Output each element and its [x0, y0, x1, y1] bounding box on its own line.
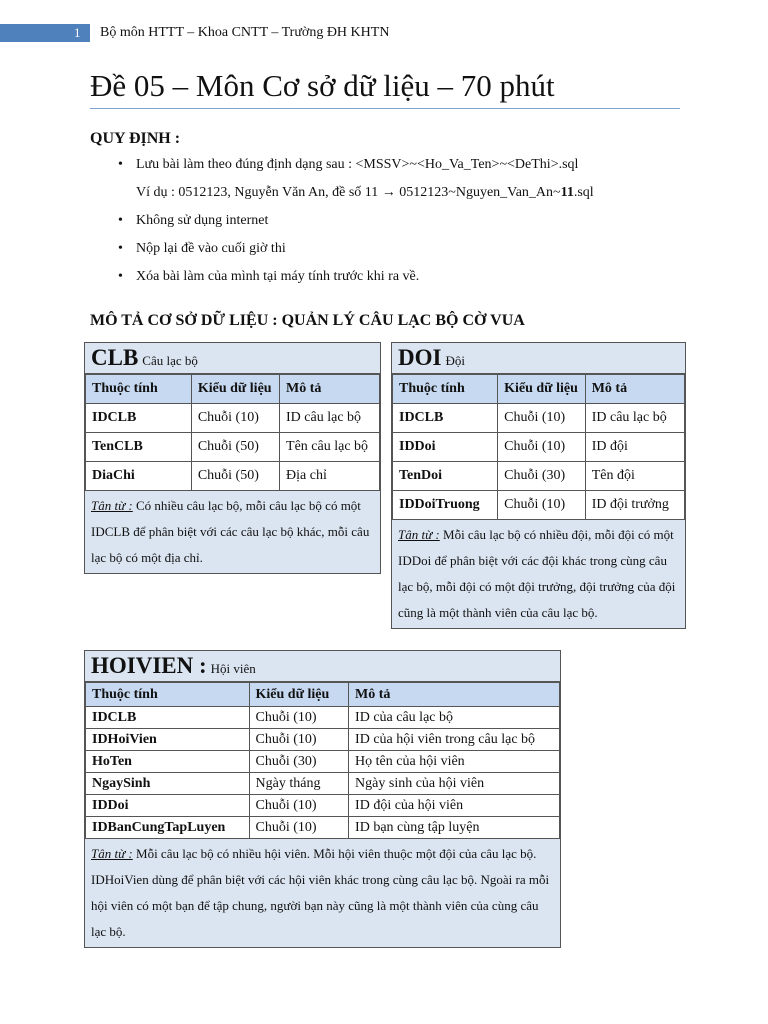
attribute-table — [85, 374, 380, 491]
bullet-icon: • — [118, 157, 123, 172]
rule-example: Ví dụ : 0512123, Nguyễn Văn An, đề số 11 → 0512123~Nguyen_Van_An~11.sql — [136, 185, 594, 200]
attribute-table — [85, 682, 560, 839]
rules-list — [118, 156, 718, 296]
rule-item: • Lưu bài làm theo đúng định dạng sau : <MSSV>~<Ho_Va_Ten>~<DeThi>.sql Ví dụ : 0512123, Nguyễn Văn An, đề số 11 → 0512123~Nguyen_Van_An~11.sql — [118, 156, 718, 202]
table-doi — [391, 342, 686, 629]
table-note: Tân từ : Có nhiều câu lạc bộ, mỗi câu lạc bộ có một IDCLB để phân biệt với các câu lạc bộ khác, mỗi câu lạc bộ có một địa chỉ. — [91, 498, 370, 565]
table-header-row: Thuộc tính Kiểu dữ liệu Mô tả — [393, 375, 685, 404]
table-row: IDHoiVien Chuỗi (10) ID của hội viên trong câu lạc bộ — [86, 729, 560, 751]
table-row: HoTen Chuỗi (30) Họ tên của hội viên — [86, 751, 560, 773]
page-title: Đề 05 – Môn Cơ sở dữ liệu – 70 phút — [90, 68, 555, 103]
rule-item: • Không sử dụng internet — [118, 213, 269, 228]
bullet-icon: • — [118, 269, 123, 284]
table-row: IDCLB Chuỗi (10) ID câu lạc bộ — [86, 404, 380, 433]
table-row: DiaChi Chuỗi (50) Địa chỉ — [86, 462, 380, 491]
table-title: CLB Câu lạc bộ — [85, 343, 380, 374]
table-row: IDCLB Chuỗi (10) ID câu lạc bộ — [393, 404, 685, 433]
table-hoivien — [84, 650, 561, 948]
rule-item: • Nộp lại đề vào cuối giờ thi — [118, 241, 286, 256]
attribute-table — [392, 374, 685, 520]
page-number: 1 — [74, 25, 81, 40]
table-header-row: Thuộc tính Kiểu dữ liệu Mô tả — [86, 375, 380, 404]
table-row: NgaySinh Ngày tháng Ngày sinh của hội viên — [86, 773, 560, 795]
table-row: IDDoi Chuỗi (10) ID đội của hội viên — [86, 795, 560, 817]
header-text: Bộ môn HTTT – Khoa CNTT – Trường ĐH KHTN — [100, 25, 390, 40]
table-note: Tân từ : Mỗi câu lạc bộ có nhiều hội viên. Mỗi hội viên thuộc một đội của câu lạc bộ. IDHoiVien dùng để phân biệt với các hội viên khác trong cùng câu lạc bộ. Ngoài ra mỗi hội viên có một bạn để tập chung, người bạn này cũng là một thành viên của cùng câu lạc bộ. — [91, 846, 550, 939]
table-note: Tân từ : Mỗi câu lạc bộ có nhiều đội, mỗi đội có một IDDoi để phân biệt với các đội khác trong cùng câu lạc bộ, mỗi đội có một đội trưởng, đội trưởng của đội cũng là một thành viên của câu lạc bộ. — [398, 527, 676, 620]
table-header-row: Thuộc tính Kiểu dữ liệu Mô tả — [86, 683, 560, 707]
table-clb — [84, 342, 381, 574]
bullet-icon: • — [118, 241, 123, 256]
table-row: TenCLB Chuỗi (50) Tên câu lạc bộ — [86, 433, 380, 462]
table-title: HOIVIEN : Hội viên — [85, 651, 560, 682]
rule-item: • Xóa bài làm của mình tại máy tính trước khi ra về. — [118, 269, 420, 284]
table-row: IDDoi Chuỗi (10) ID đội — [393, 433, 685, 462]
title-divider — [90, 108, 680, 109]
arrow-icon: → — [381, 185, 396, 200]
table-row: TenDoi Chuỗi (30) Tên đội — [393, 462, 685, 491]
table-row: IDCLB Chuỗi (10) ID của câu lạc bộ — [86, 707, 560, 729]
rules-heading: QUY ĐỊNH : — [90, 130, 181, 147]
database-heading: MÔ TẢ CƠ SỞ DỮ LIỆU : QUẢN LÝ CÂU LẠC BỘ CỜ VUA — [90, 312, 525, 329]
table-row: IDDoiTruong Chuỗi (10) ID đội trưởng — [393, 491, 685, 520]
table-title: DOI Đội — [392, 343, 685, 374]
table-row: IDBanCungTapLuyen Chuỗi (10) ID bạn cùng tập luyện — [86, 817, 560, 839]
bullet-icon: • — [118, 213, 123, 228]
